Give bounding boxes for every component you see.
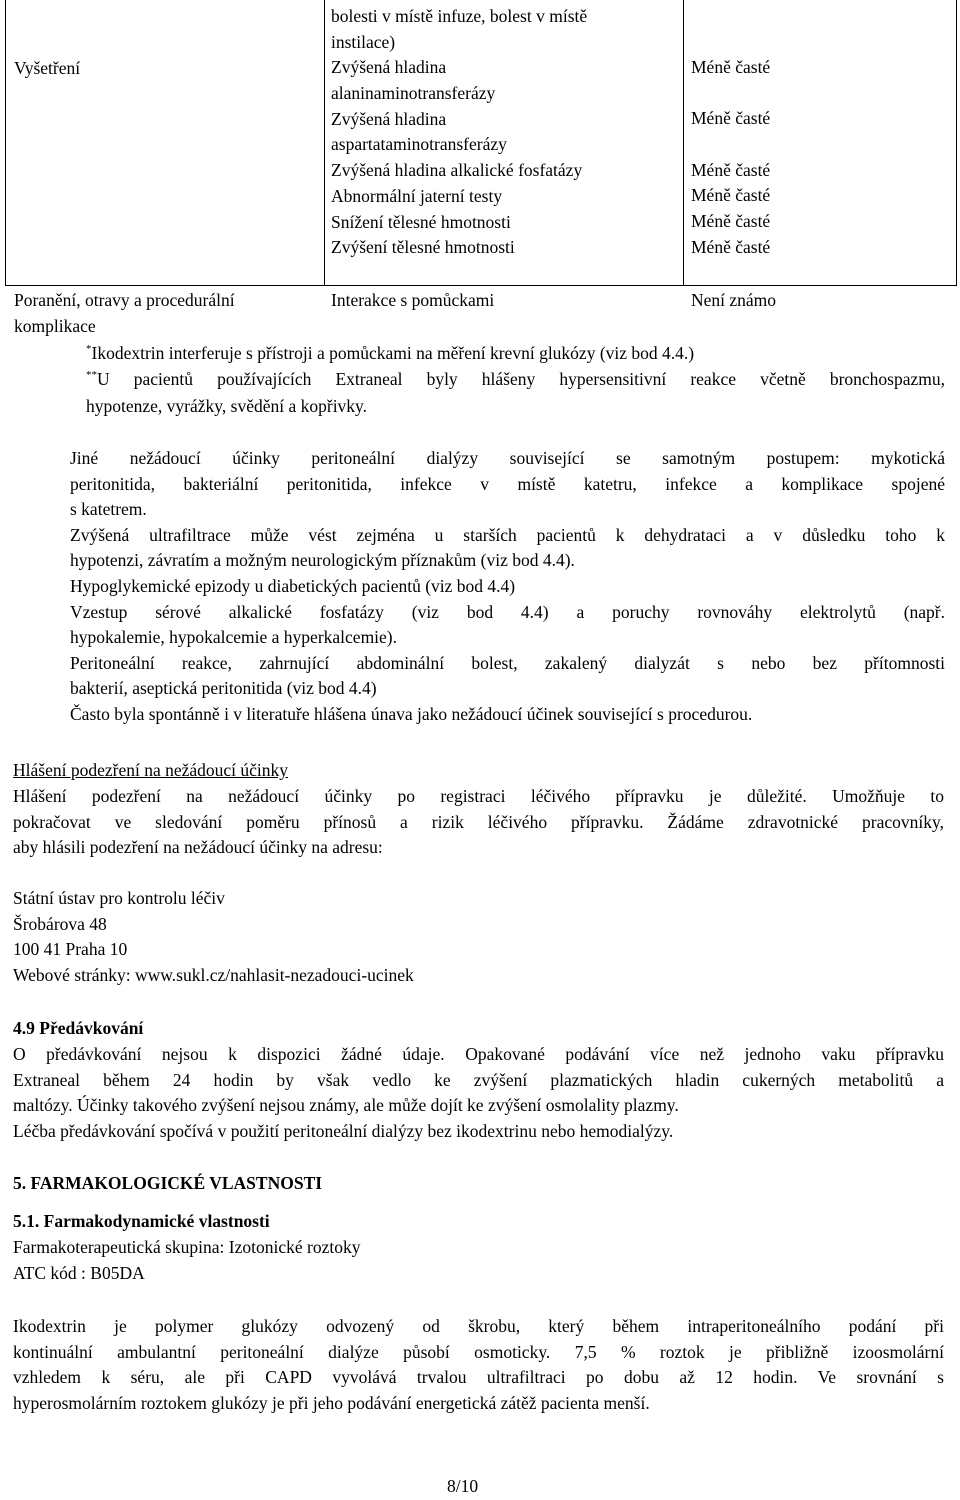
overdose-text	[13, 1042, 944, 1144]
address-line: Státní ústav pro kontrolu léčiv	[13, 888, 225, 908]
text-line: kontinuální ambulantní peritoneální dialýze působí osmoticky. 7,5 % roztok je přibližně izoosmolární	[13, 1341, 944, 1362]
finding-line: Zvýšená hladina alkalické fosfatázy	[331, 160, 583, 181]
text-line: hyperosmolárním roztokem glukózy je při jeho podávání energetická zátěž pacienta menší.	[13, 1392, 650, 1413]
address-line: Webové stránky: www.sukl.cz/nahlasit-nezadouci-ucinek	[13, 964, 414, 985]
finding-line: Abnormální jaterní testy	[331, 185, 503, 206]
finding-line: Zvýšená hladina	[331, 57, 447, 78]
frequency-line: Méně časté	[691, 108, 771, 129]
table-category-cell: Vyšetření	[14, 58, 81, 78]
adverse-effects-text	[70, 446, 945, 728]
text-line: hypotenzi, závratím a možným neurologickým příznakům (viz bod 4.4).	[70, 550, 575, 571]
text-line: Hlášení podezření na nežádoucí účinky po registraci léčivého přípravku je důležité. Umožňuje to	[13, 786, 944, 806]
text-line: Peritoneální reakce, zahrnující abdominální bolest, zakalený dialyzát s nebo bez přítomnosti	[70, 652, 945, 673]
text-line: peritonitida, bakteriální peritonitida, infekce v místě katetru, infekce a komplikace spojené	[70, 473, 945, 494]
text-line: maltózy. Účinky takového zvýšení nejsou známy, ale může dojít ke zvýšení osmolality plazmy.	[13, 1095, 679, 1116]
frequency-line: Méně časté	[691, 159, 771, 180]
reporting-heading: Hlášení podezření na nežádoucí účinky	[13, 760, 289, 780]
table-frequency-cell	[691, 55, 770, 261]
finding-line: instilace)	[331, 31, 396, 52]
frequency-line: Méně časté	[691, 57, 771, 77]
table-column-divider	[324, 0, 325, 285]
finding-line: Snížení tělesné hmotnosti	[331, 211, 511, 232]
text-line: s katetrem.	[70, 499, 147, 520]
text-line: Hypoglykemické epizody u diabetických pacientů (viz bod 4.4)	[70, 575, 516, 596]
footnote-mark: *	[86, 343, 92, 356]
footnote-text: U pacientů používajících Extraneal byly hlášeny hypersensitivní reakce včetně bronchospazmu,	[97, 369, 945, 389]
footnote-mark: **	[86, 369, 97, 382]
text-line: aby hlásili podezření na nežádoucí účinky na adresu:	[13, 837, 383, 858]
footnote-text: Ikodextrin interferuje s přístroji a pomůckami na měření krevní glukózy (viz bod 4.4.)	[91, 343, 695, 363]
text-line: Často byla spontánně i v literatuře hlášena únava jako nežádoucí účinek související s procedurou.	[70, 703, 753, 724]
atc-code: ATC kód : B05DA	[13, 1263, 145, 1283]
text-line: Jiné nežádoucí účinky peritoneální dialýzy související se samotným postupem: mykotická	[70, 448, 945, 468]
finding-line: aspartataminotransferázy	[331, 134, 507, 155]
address-line: Šrobárova 48	[13, 913, 107, 934]
pharmacology-text	[13, 1314, 944, 1416]
footnote-2-line: hypotenze, vyrážky, svědění a kopřivky.	[86, 396, 368, 416]
text-line: vzhledem k séru, ale při CAPD vyvolává trvalou ultrafiltraci po dobu až 12 hodin. Ve srovnání s	[13, 1367, 944, 1388]
frequency-line: Méně časté	[691, 185, 771, 206]
text-line: Zvýšená ultrafiltrace může vést zejména u starších pacientů k dehydrataci a v důsledku toho k	[70, 524, 945, 545]
table-column-divider	[683, 0, 684, 285]
injury-category-line: komplikace	[14, 316, 96, 336]
section-5-1-heading: 5.1. Farmakodynamické vlastnosti	[13, 1211, 270, 1231]
text-line: hypokalemie, hypokalcemie a hyperkalcemie).	[70, 627, 398, 648]
reporting-text	[13, 784, 944, 861]
finding-line: Zvýšení tělesné hmotnosti	[331, 237, 515, 258]
frequency-line: Méně časté	[691, 211, 771, 232]
text-line: Léčba předávkování spočívá v použití peritoneální dialýzy bez ikodextrinu nebo hemodialýzy.	[13, 1120, 674, 1141]
footnote-2-line	[86, 367, 945, 393]
text-line: bakterií, aseptická peritonitida (viz bod 4.4)	[70, 678, 377, 699]
table-findings-cell	[331, 4, 587, 261]
injury-category-line: Poranění, otravy a procedurální	[14, 290, 235, 310]
overdose-heading: 4.9 Předávkování	[13, 1018, 144, 1038]
finding-line: bolesti v místě infuze, bolest v místě	[331, 6, 588, 26]
text-line: Ikodextrin je polymer glukózy odvozený od škrobu, který během intraperitoneálního podání při	[13, 1316, 944, 1336]
section-5-heading: 5. FARMAKOLOGICKÉ VLASTNOSTI	[13, 1173, 323, 1193]
injury-frequency: Není známo	[691, 290, 777, 310]
injury-finding: Interakce s pomůckami	[331, 290, 495, 310]
text-line: Vzestup sérové alkalické fosfatázy (viz bod 4.4) a poruchy rovnováhy elektrolytů (např.	[70, 601, 945, 622]
page-number: 8/10	[447, 1476, 479, 1496]
text-line: Extraneal během 24 hodin by však vedlo ke zvýšení plazmatických hladin cukerných metabolitů a	[13, 1069, 944, 1090]
finding-line: Zvýšená hladina	[331, 108, 447, 129]
text-line: pokračovat ve sledování poměru přínosů a rizik léčivého přípravku. Žádáme zdravotnické pracovníky,	[13, 811, 944, 832]
reporting-address	[13, 886, 944, 988]
pharmacotherapeutic-group: Farmakoterapeutická skupina: Izotonické roztoky	[13, 1237, 361, 1257]
footnote-1	[86, 341, 694, 367]
text-line: O předávkování nejsou k dispozici žádné údaje. Opakované podávání více než jednoho vaku přípravku	[13, 1044, 944, 1064]
frequency-line: Méně časté	[691, 236, 771, 257]
finding-line: alaninaminotransferázy	[331, 83, 496, 104]
address-line: 100 41 Praha 10	[13, 939, 128, 960]
